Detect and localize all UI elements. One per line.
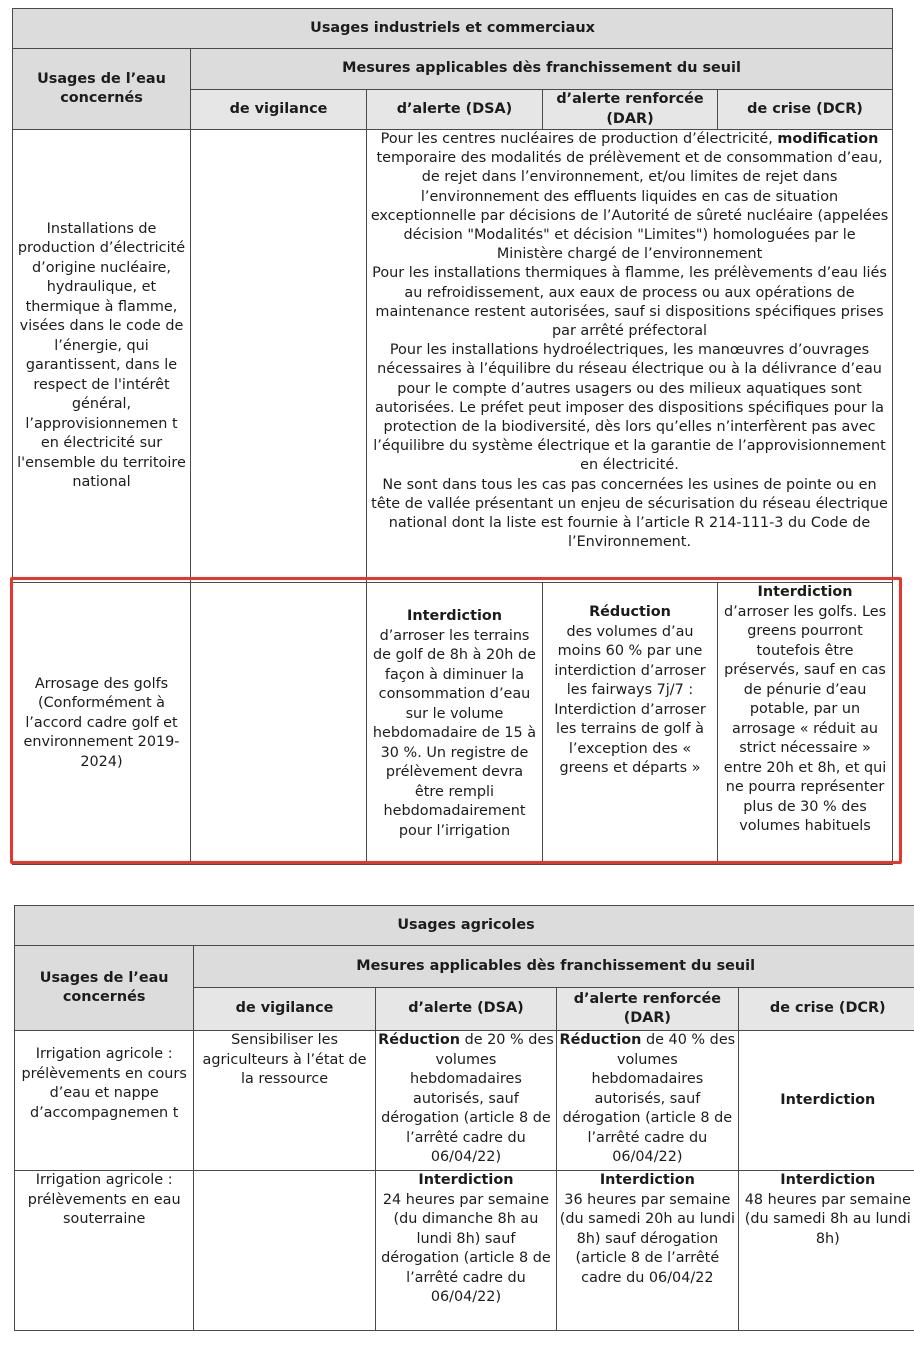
renforcee-souterraine-text: 36 heures par semaine (du samedi 20h au lundi 8h) sauf dérogation (article 8 de l’arrêté cadre du 06/04/22: [559, 1191, 735, 1286]
crise-souterraine: [738, 1171, 914, 1331]
thermique-text: Pour les installations thermiques à flamme, les prélèvements d’eau liés au refroidissement, aux eaux de process ou aux opérations de maintenance restent autorisées, sauf si dispositions spécifiques prises par arrêté préfectoral: [372, 265, 887, 340]
header-alerte: d’alerte (DSA): [367, 90, 543, 130]
alerte-souterraine-text: 24 heures par semaine (du dimanche 8h au lundi 8h) sauf dérogation (article 8 de l’arrêté cadre du 06/04/22): [381, 1191, 551, 1305]
alerte-cours-eau: [375, 1031, 556, 1171]
crise-cours-eau: [738, 1031, 914, 1171]
header-alerte-renforcee: d’alerte renforcée (DAR): [557, 988, 738, 1031]
header-mesures: Mesures applicables dès franchissement du seuil: [194, 946, 914, 988]
nucleaire-text-rest: temporaire des modalités de prélèvement et de consommation d’eau, de rejet dans l’environnement, et/ou limites de rejet dans l’environnement des effluents liquides en cas de situation exceptionnelle par décisions de l’Autorité de sûreté nucléaire (appelées décision "Modalités" et décision "Limites") homologuées par le Ministère chargé de l’environnement: [370, 150, 889, 263]
alerte-cours-eau-text: de 20 % des volumes hebdomadaires autorisés, sauf dérogation (article 8 de l’arrêté cadre du 06/04/22): [381, 1032, 554, 1165]
alerte-souterraine: [375, 1171, 556, 1331]
modification-label: modification: [777, 131, 879, 147]
nucleaire-text: Pour les centres nucléaires de production d’électricité,: [380, 131, 773, 147]
header-alerte: d’alerte (DSA): [375, 988, 556, 1031]
renforcee-souterraine: [557, 1171, 738, 1331]
reduction-label: Réduction: [378, 1032, 460, 1048]
exclusion-text: Ne sont dans tous les cas pas concernées les usines de pointe ou en tête de vallée présentant un enjeu de sécurisation du réseau électrique national dont la liste est fournie à l’article R 214-111-3 du Code de l’Environnement.: [371, 476, 888, 551]
header-vigilance: de vigilance: [194, 988, 375, 1031]
mesures-energie: [367, 130, 893, 583]
crise-golf: [718, 583, 893, 865]
header-usages: Usages de l’eau concernés: [13, 49, 191, 130]
table-row: [13, 130, 893, 583]
renforcee-cours-eau: [557, 1031, 738, 1171]
interdiction-label: Interdiction: [780, 1172, 876, 1188]
usage-souterraine: Irrigation agricole : prélèvements en eau souterraine: [15, 1171, 194, 1331]
header-usages: Usages de l’eau concernés: [15, 946, 194, 1031]
hydro-text: Pour les installations hydroélectriques, les manœuvres d’ouvrages nécessaires à l’équilibre du réseau électrique ou à la délivrance d’eau pour le compte d’autres usagers ou des milieux aquatiques sont autorisées. Le préfet peut imposer des dispositions spécifiques pour la protection de la biodiversité, dès lors qu’elles n’interfèrent pas avec l’équilibre du système électrique et la garantie de l’approvisionnement en électricité.: [373, 342, 886, 474]
alerte-golf: [367, 583, 543, 865]
interdiction-label: Interdiction: [780, 1091, 876, 1108]
table-title: Usages agricoles: [15, 906, 914, 946]
usage-cours-eau: Irrigation agricole : prélèvements en cours d’eau et nappe d’accompagnemen t: [15, 1031, 194, 1171]
renforcee-golf-text: des volumes d’au moins 60 % par une interdiction d’arroser les fairways 7j/7 : Interdiction d’arroser les terrains de golf à l’exception des « greens et départs »: [554, 623, 706, 776]
agricultural-usage-table: [14, 905, 914, 1331]
table-row: [15, 1171, 914, 1331]
header-alerte-renforcee: d’alerte renforcée (DAR): [543, 90, 718, 130]
crise-souterraine-text: 48 heures par semaine (du samedi 8h au lundi 8h): [744, 1191, 911, 1247]
usage-golf: Arrosage des golfs (Conformément à l’accord cadre golf et environnement 2019-2024): [13, 583, 191, 865]
header-mesures: Mesures applicables dès franchissement du seuil: [191, 49, 893, 90]
interdiction-label: Interdiction: [418, 1172, 514, 1188]
renforcee-cours-eau-text: de 40 % des volumes hebdomadaires autorisés, sauf dérogation (article 8 de l’arrêté cadre du 06/04/22): [562, 1032, 736, 1165]
table-title: Usages industriels et commerciaux: [13, 9, 893, 49]
vigilance-energie: [191, 130, 367, 583]
vigilance-cours-eau: Sensibiliser les agriculteurs à l’état de la ressource: [194, 1031, 375, 1171]
table-row: [13, 583, 893, 865]
industrial-usage-table: [12, 8, 893, 865]
alerte-golf-text: d’arroser les terrains de golf de 8h à 20h de façon à diminuer la consommation d’eau sur le volume hebdomadaire de 15 à 30 %. Un registre de prélèvement devra être rempli hebdomadairement pour l’irrigation: [372, 627, 537, 839]
crise-golf-text: d’arroser les golfs. Les greens pourront toutefois être préservés, sauf en cas de pénurie d’eau potable, par un arrosage « réduit au strict nécessaire » entre 20h et 8h, et qui ne pourra représenter plus de 30 % des volumes habituels: [723, 603, 887, 834]
header-crise: de crise (DCR): [718, 90, 893, 130]
interdiction-label: Interdiction: [406, 608, 503, 624]
interdiction-label: Interdiction: [757, 584, 853, 600]
interdiction-label: Interdiction: [599, 1172, 695, 1188]
table-row: [15, 1031, 914, 1171]
vigilance-golf: [191, 583, 367, 865]
header-vigilance: de vigilance: [191, 90, 367, 130]
usage-energie: Installations de production d’électricité d’origine nucléaire, hydraulique, et thermique à flamme, visées dans le code de l’énergie, qui garantissent, dans le respect de l'intérêt général, l’approvisionnemen t en électricité sur l'ensemble du territoire national: [13, 130, 191, 583]
renforcee-golf: [543, 583, 718, 865]
reduction-label: Réduction: [589, 604, 671, 620]
header-crise: de crise (DCR): [738, 988, 914, 1031]
vigilance-souterraine: [194, 1171, 375, 1331]
reduction-label: Réduction: [559, 1032, 642, 1048]
